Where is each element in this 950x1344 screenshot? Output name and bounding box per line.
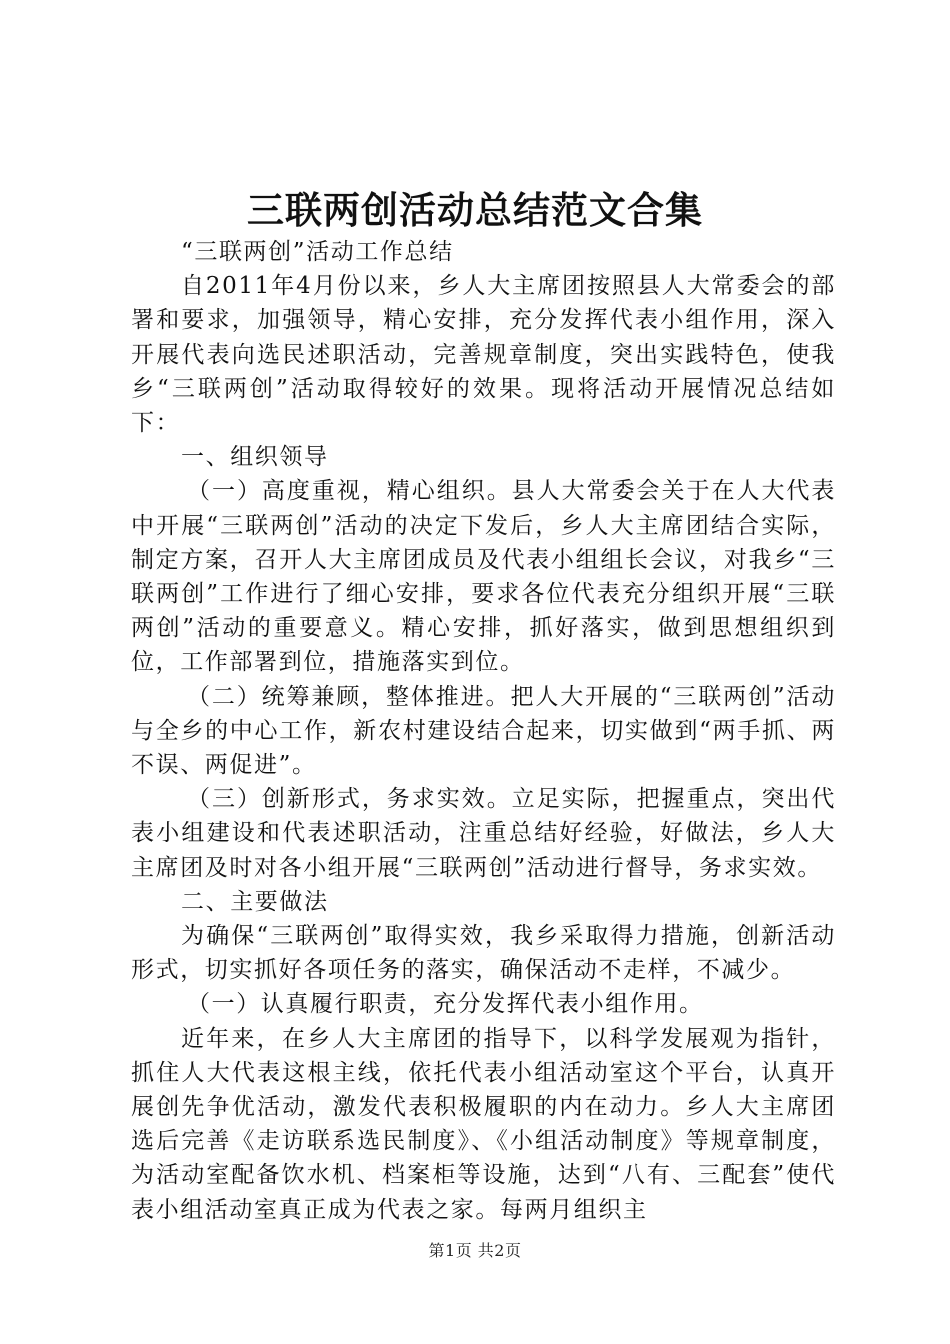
subtitle-paragraph: “三联两创”活动工作总结 — [181, 239, 454, 265]
body-paragraph: （二）统筹兼顾，整体推进。把人大开展的“三联两创”活动与全乡的中心工作，新农村建设结合起来，切实做到“两手抓、两不误、两促进”。 — [131, 683, 836, 779]
sub-heading: （一）认真履行职责，充分发挥代表小组作用。 — [187, 991, 704, 1018]
intro-paragraph: 自2011年4月份以来，乡人大主席团按照县人大常委会的部署和要求，加强领导，精心安排，充分发挥代表小组作用，深入开展代表向选民述职活动，完善规章制度，突出实践特色，使我乡“三联两创”活动取得较好的效果。现将活动开展情况总结如下： — [131, 273, 836, 437]
section-heading-2: 二、主要做法 — [181, 888, 329, 915]
body-paragraph: 为确保“三联两创”取得实效，我乡采取得力措施，创新活动形式，切实抓好各项任务的落实，确保活动不走样，不减少。 — [131, 923, 836, 984]
document-body — [131, 235, 836, 1227]
section-heading-1: 一、组织领导 — [181, 444, 329, 471]
body-paragraph: （一）高度重视，精心组织。县人大常委会关于在人大代表中开展“三联两创”活动的决定下发后，乡人大主席团结合实际，制定方案，召开人大主席团成员及代表小组组长会议，对我乡“三联两创”工作进行了细心安排，要求各位代表充分组织开展“三联两创”活动的重要意义。精心安排，抓好落实，做到思想组织到位，工作部署到位，措施落实到位。 — [131, 478, 836, 676]
page-footer: 第1页 共2页 — [428, 1241, 522, 1260]
document-title: 三联两创活动总结范文合集 — [247, 188, 703, 232]
body-paragraph: 近年来，在乡人大主席团的指导下，以科学发展观为指针，抓住人大代表这根主线，依托代表小组活动室这个平台，认真开展创先争优活动，激发代表积极履职的内在动力。乡人大主席团选后完善《走访联系选民制度》、《小组活动制度》等规章制度，为活动室配备饮水机、档案柜等设施，达到“八有、三配套”使代表小组活动室真正成为代表之家。每两月组织主 — [131, 1025, 836, 1223]
body-paragraph: （三）创新形式，务求实效。立足实际，把握重点，突出代表小组建设和代表述职活动，注重总结好经验，好做法，乡人大主席团及时对各小组开展“三联两创”活动进行督导，务求实效。 — [131, 786, 836, 881]
